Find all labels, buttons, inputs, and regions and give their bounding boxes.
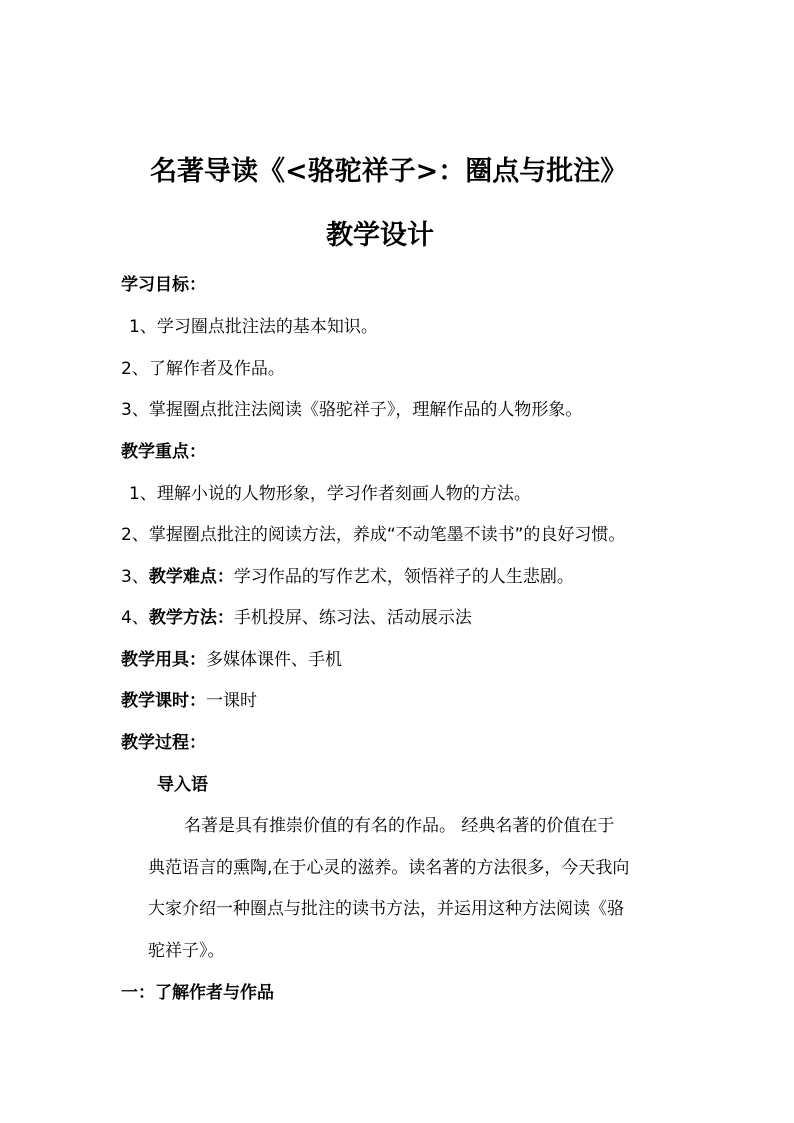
tools-text: 多媒体课件、手机	[206, 650, 342, 670]
title-line-1: 名著导读《<骆驼祥子>：圈点与批注》	[150, 156, 628, 187]
section-1-heading: 一：了解作者与作品	[121, 983, 274, 1003]
intro-heading: 导入语	[157, 775, 208, 795]
process-heading: 教学过程：	[121, 733, 206, 753]
objective-item: 2、了解作者及作品。	[121, 359, 285, 379]
objective-item: 1、学习圈点批注法的基本知识。	[129, 317, 378, 337]
method-item	[121, 606, 472, 630]
objectives-heading: 学习目标：	[121, 275, 206, 295]
tools-line	[121, 648, 342, 672]
hours-text: 一课时	[206, 691, 257, 711]
difficulty-text: 学习作品的写作艺术，领悟祥子的人生悲剧。	[233, 567, 574, 587]
intro-paragraph-line: 名著是具有推崇价值的有名的作品。 经典名著的价值在于	[184, 816, 615, 836]
method-text: 手机投屏、练习法、活动展示法	[233, 608, 472, 628]
intro-paragraph-line: 大家介绍一种圈点与批注的读书方法，并运用这种方法阅读《骆	[148, 899, 624, 919]
difficulty-number: 3、	[121, 567, 149, 587]
key-points-heading: 教学重点：	[121, 442, 206, 462]
difficulty-label: 教学难点：	[148, 567, 234, 587]
method-label: 教学方法：	[148, 608, 234, 628]
key-point-item: 1、理解小说的人物形象，学习作者刻画人物的方法。	[129, 484, 531, 504]
intro-paragraph-line: 驼祥子》。	[148, 941, 225, 961]
title-line-2: 教学设计	[326, 220, 434, 251]
method-number: 4、	[121, 608, 149, 628]
intro-paragraph-line: 典范语言的熏陶,在于心灵的滋养。读名著的方法很多，今天我向	[148, 858, 630, 878]
hours-line	[121, 689, 257, 713]
tools-label: 教学用具：	[121, 650, 206, 670]
difficulty-item	[121, 565, 574, 589]
hours-label: 教学课时：	[121, 691, 206, 711]
key-point-item: 2、掌握圈点批注的阅读方法，养成“不动笔墨不读书”的良好习惯。	[121, 525, 626, 545]
objective-item: 3、掌握圈点批注法阅读《骆驼祥子》，理解作品的人物形象。	[121, 400, 583, 420]
